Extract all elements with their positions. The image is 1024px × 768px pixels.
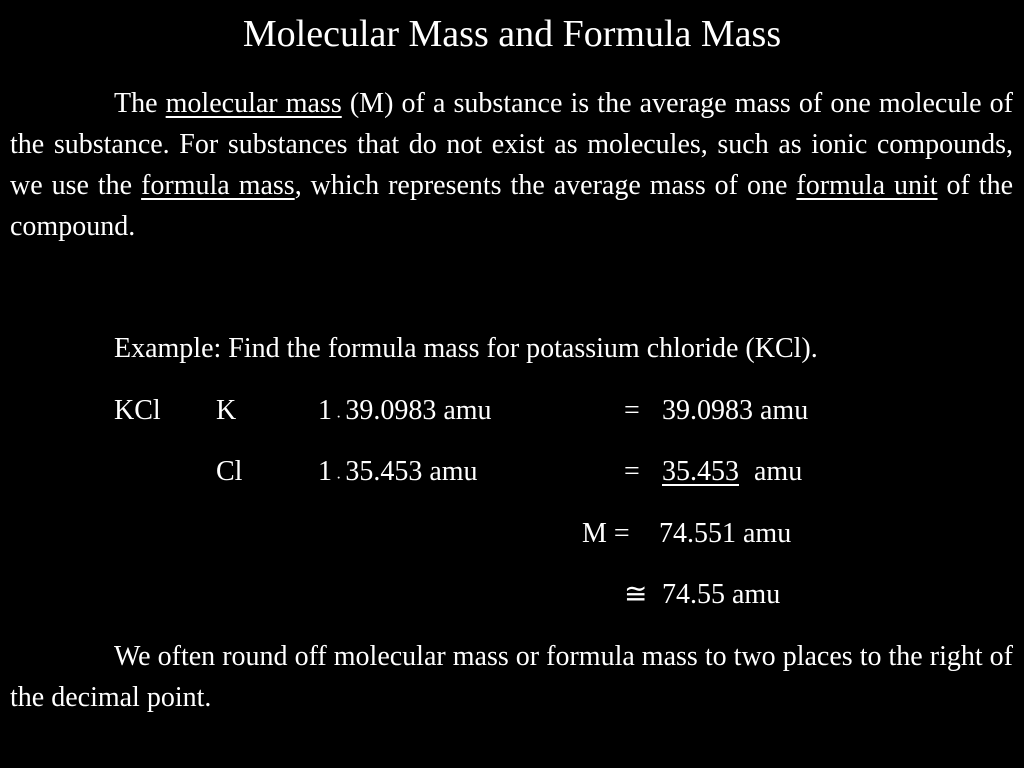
definition-text-2: (M) of a substance is the average mass of one molecule of the substance. For substances that do not exist as molecules, such as ionic compounds, we use the: [10, 88, 1013, 201]
compound-formula: KCl: [114, 395, 161, 426]
calc-total-row: [0, 513, 1024, 554]
definition-text-4: of the compound.: [10, 170, 1014, 242]
atomic-mass: 35.453 amu: [345, 456, 478, 487]
equals-sign: =: [624, 456, 640, 487]
approx-symbol: ≅: [624, 579, 648, 610]
definition-text-3: , which represents the average mass of one: [294, 170, 797, 201]
term-formula-unit: formula unit: [796, 170, 938, 201]
multiply-dot: ·: [336, 409, 342, 426]
calc-row-chlorine: [0, 451, 1024, 492]
rounded-value: 74.55 amu: [662, 579, 781, 610]
element-symbol: Cl: [216, 456, 243, 487]
row-result: [662, 451, 802, 492]
atomic-mass: 39.0983 amu: [345, 395, 492, 426]
row-result-value: 35.453: [662, 456, 739, 487]
atom-count: 1: [318, 395, 332, 426]
equals-sign: =: [624, 395, 640, 426]
total-value: 74.551 amu: [659, 518, 792, 549]
example-label: Example: Find the formula mass for potassium chloride (KCl).: [114, 333, 818, 364]
definition-text-1: The: [114, 88, 166, 119]
multiply-dot: ·: [336, 470, 342, 487]
row-result-unit: amu: [754, 456, 803, 487]
total-label: M =: [582, 518, 630, 549]
calc-rounded-row: [0, 574, 1024, 615]
definition-paragraph: [10, 83, 1013, 247]
term-formula-mass: formula mass: [141, 170, 295, 201]
calc-row-potassium: [0, 390, 1024, 431]
row-result: 39.0983 amu: [662, 395, 809, 426]
atom-count-mass: [318, 451, 478, 499]
atom-count-mass: [318, 390, 492, 438]
slide-title: Molecular Mass and Formula Mass: [242, 13, 782, 55]
element-symbol: K: [216, 395, 237, 426]
conclusion-paragraph: We often round off molecular mass or formula mass to two places to the right of the decimal point.: [10, 641, 1013, 713]
term-molecular-mass: molecular mass: [165, 88, 342, 119]
atom-count: 1: [318, 456, 332, 487]
